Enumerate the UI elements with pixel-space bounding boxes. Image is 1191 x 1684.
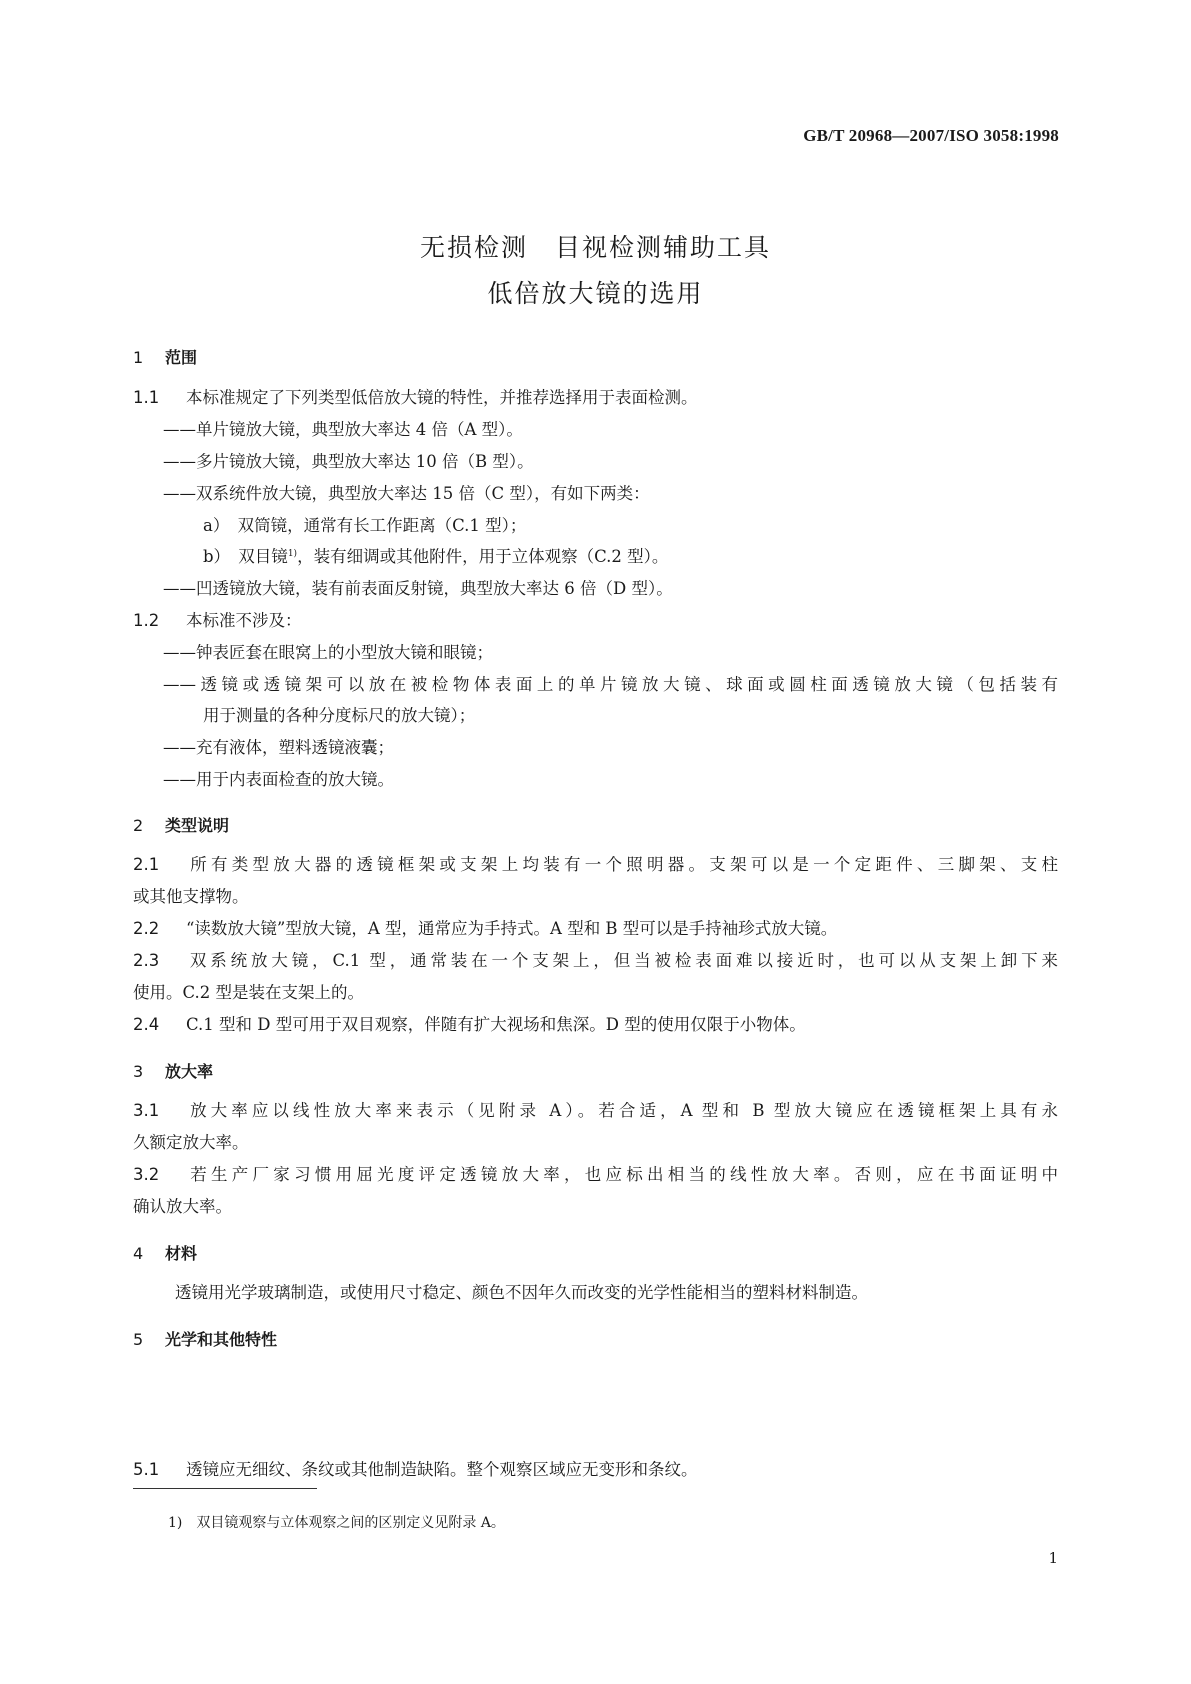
section-number: 5 [133, 1330, 144, 1349]
clause-text: 所有类型放大器的透镜框架或支架上均装有一个照明器。支架可以是一个定距件、三脚架、支柱 [186, 855, 1058, 874]
list-item: ——透镜或透镜架可以放在被检物体表面上的单片镜放大镜、球面或圆柱面透镜放大镜（包括装有 [163, 675, 1058, 694]
clause-number: 1.1 [133, 388, 160, 407]
standard-code: GB/T 20968—2007/ISO 3058:1998 [803, 126, 1059, 145]
list-item-continuation: 用于测量的各种分度标尺的放大镜）； [203, 706, 476, 725]
clause-text: C.1 型和 D 型可用于双目观察，伴随有扩大视场和焦深。D 型的使用仅限于小物体。 [186, 1015, 806, 1034]
clause-2-4 [133, 1014, 806, 1036]
list-item: ——用于内表面检查的放大镜。 [163, 770, 394, 789]
footnote: 1) 双目镜观察与立体观察之间的区别定义见附录 A。 [168, 1515, 505, 1531]
clause-2-2 [133, 918, 837, 940]
page-number: 1 [1048, 1549, 1058, 1567]
title-line-2: 低倍放大镜的选用 [487, 279, 704, 308]
section-title: 类型说明 [165, 816, 230, 835]
clause-3-2-line-1 [133, 1164, 1058, 1186]
list-item: ——充有液体，塑料透镜液囊； [163, 738, 394, 757]
list-item: ——双系统件放大镜，典型放大率达 15 倍（C 型），有如下两类： [163, 484, 650, 503]
clause-text: 本标准不涉及： [186, 611, 302, 630]
clause-number: 2.3 [133, 951, 160, 970]
section-title: 材料 [165, 1244, 198, 1263]
section-title: 光学和其他特性 [165, 1330, 278, 1349]
section-5-heading [133, 1327, 277, 1350]
clause-text: 透镜应无细纹、条纹或其他制造缺陷。整个观察区域应无变形和条纹。 [186, 1460, 698, 1479]
footnote-divider [133, 1488, 317, 1489]
list-item: a） 双筒镜，通常有长工作距离（C.1 型）； [203, 516, 527, 535]
list-item: ——凹透镜放大镜，装有前表面反射镜，典型放大率达 6 倍（D 型）。 [163, 579, 673, 598]
list-item-text: ，装有细调或其他附件，用于立体观察（C.2 型）。 [297, 547, 669, 566]
clause-2-3-line-2: 使用。C.2 型是装在支架上的。 [133, 983, 365, 1002]
section-1-heading [133, 345, 197, 368]
title-line-1: 无损检测 目视检测辅助工具 [419, 233, 771, 262]
clause-number: 2.1 [133, 855, 160, 874]
clause-text: 本标准规定了下列类型低倍放大镜的特性，并推荐选择用于表面检测。 [186, 388, 698, 407]
clause-number: 2.2 [133, 919, 160, 938]
clause-1-1 [133, 387, 698, 409]
clause-text: “读数放大镜”型放大镜，A 型，通常应为手持式。A 型和 B 型可以是手持袖珍式放大镜。 [186, 919, 838, 938]
section-title: 放大率 [165, 1062, 214, 1081]
section-2-heading [133, 813, 229, 836]
list-item: ——多片镜放大镜，典型放大率达 10 倍（B 型）。 [163, 452, 534, 471]
clause-2-1-line-2: 或其他支撑物。 [133, 887, 249, 906]
clause-number: 1.2 [133, 611, 160, 630]
section-number: 2 [133, 816, 144, 835]
clause-4-text: 透镜用光学玻璃制造，或使用尺寸稳定、颜色不因年久而改变的光学性能相当的塑料材料制造。 [175, 1283, 868, 1302]
clause-3-1-line-2: 久额定放大率。 [133, 1133, 249, 1152]
list-item [203, 546, 668, 568]
clause-2-3-line-1 [133, 950, 1058, 972]
section-number: 4 [133, 1244, 144, 1263]
clause-number: 3.1 [133, 1101, 160, 1120]
clause-number: 2.4 [133, 1015, 160, 1034]
clause-number: 3.2 [133, 1165, 160, 1184]
section-number: 1 [133, 348, 144, 367]
list-item: ——钟表匠套在眼窝上的小型放大镜和眼镜； [163, 643, 493, 662]
list-item-text: b） 双目镜 [203, 547, 288, 566]
clause-number: 5.1 [133, 1460, 160, 1479]
clause-text: 放大率应以线性放大率来表示（见附录 A）。若合适，A 型和 B 型放大镜应在透镜框架上具有永 [186, 1101, 1058, 1120]
clause-2-1-line-1 [133, 854, 1058, 876]
section-title: 范围 [165, 348, 198, 367]
clause-text: 双系统放大镜，C.1 型，通常装在一个支架上，但当被检表面难以接近时，也可以从支架上卸下来 [186, 951, 1058, 970]
clause-text: 若生产厂家习惯用屈光度评定透镜放大率，也应标出相当的线性放大率。否则，应在书面证明中 [186, 1165, 1058, 1184]
section-3-heading [133, 1059, 213, 1082]
clause-5-1 [133, 1459, 698, 1481]
clause-3-2-line-2: 确认放大率。 [133, 1197, 232, 1216]
section-number: 3 [133, 1062, 144, 1081]
clause-1-2 [133, 610, 302, 632]
section-4-heading [133, 1241, 197, 1264]
list-item: ——单片镜放大镜，典型放大率达 4 倍（A 型）。 [163, 420, 523, 439]
clause-3-1-line-1 [133, 1100, 1058, 1122]
footnote-marker: 1) [287, 549, 298, 559]
